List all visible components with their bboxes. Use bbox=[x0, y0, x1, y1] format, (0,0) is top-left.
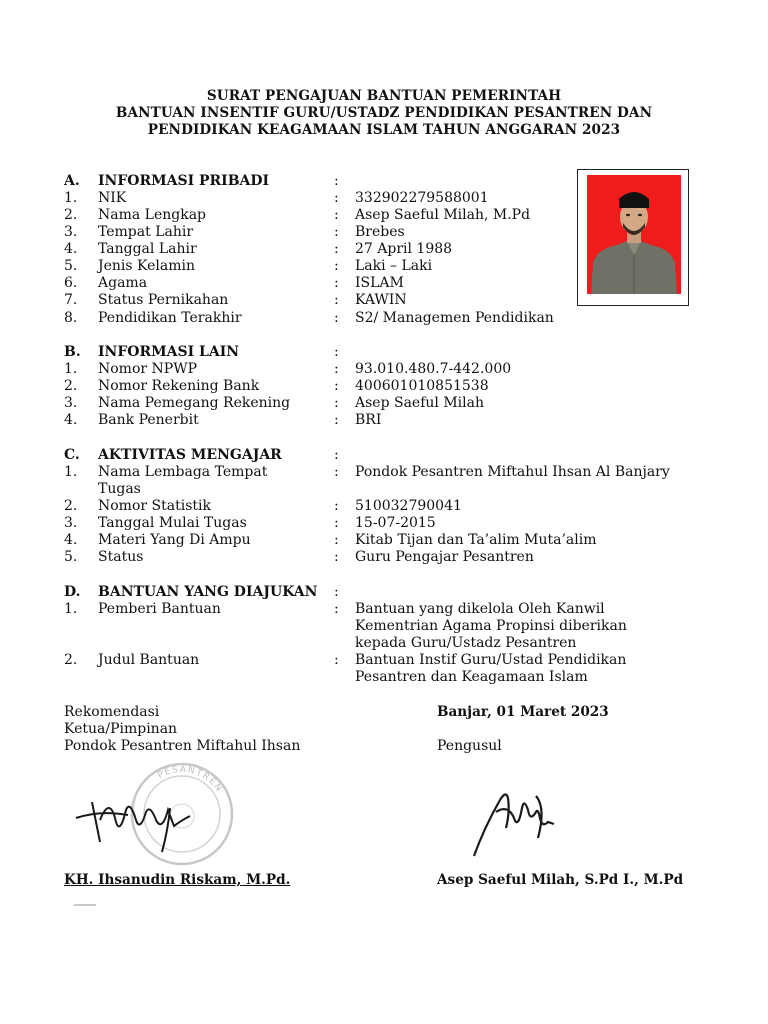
colon: : bbox=[334, 378, 339, 394]
field-value: Laki – Laki bbox=[355, 258, 433, 274]
field-label: Nomor Rekening Bank bbox=[98, 378, 260, 394]
field-row-nama-lembaga-cont bbox=[0, 481, 768, 498]
profile-photo-frame bbox=[577, 169, 689, 306]
field-value: Asep Saeful Milah bbox=[355, 395, 484, 411]
field-label-continued: Tugas bbox=[98, 481, 141, 497]
row-number: 4. bbox=[64, 412, 78, 428]
field-label: Materi Yang Di Ampu bbox=[98, 532, 251, 548]
section-title: AKTIVITAS MENGAJAR bbox=[98, 447, 282, 463]
field-row-pendidikan-terakhir bbox=[0, 310, 768, 327]
section-letter: C. bbox=[64, 447, 80, 463]
field-row-pemberi-bantuan-cont1 bbox=[0, 618, 768, 635]
field-value: S2/ Managemen Pendidikan bbox=[355, 310, 554, 326]
field-value: Bantuan yang dikelola Oleh Kanwil bbox=[355, 601, 605, 617]
field-value: Pondok Pesantren Miftahul Ihsan Al Banjary bbox=[355, 464, 670, 480]
colon: : bbox=[334, 652, 339, 668]
field-label: Judul Bantuan bbox=[98, 652, 200, 668]
section-letter: A. bbox=[64, 173, 80, 189]
colon: : bbox=[334, 601, 339, 617]
institution-name: Pondok Pesantren Miftahul Ihsan bbox=[64, 738, 301, 754]
colon: : bbox=[334, 498, 339, 514]
field-row-pemegang-rekening bbox=[0, 395, 768, 412]
person-silhouette-icon bbox=[587, 175, 681, 294]
colon: : bbox=[334, 173, 339, 189]
document-title-line-3: PENDIDIKAN KEAGAMAAN ISLAM TAHUN ANGGARAN 2023 bbox=[147, 122, 621, 138]
field-row-judul-bantuan-cont bbox=[0, 669, 768, 686]
signature-right-icon bbox=[466, 778, 566, 864]
place-date: Banjar, 01 Maret 2023 bbox=[437, 704, 609, 720]
field-value: Bantuan Instif Guru/Ustad Pendidikan bbox=[355, 652, 627, 668]
section-title: INFORMASI LAIN bbox=[98, 344, 240, 360]
document-title-line-1: SURAT PENGAJUAN BANTUAN PEMERINTAH bbox=[206, 88, 562, 104]
signatory-left-name: KH. Ihsanudin Riskam, M.Pd. bbox=[64, 872, 291, 888]
field-row-judul-bantuan bbox=[0, 652, 768, 669]
colon: : bbox=[334, 584, 339, 600]
field-row-nama-lembaga bbox=[0, 464, 768, 481]
row-number: 2. bbox=[64, 652, 78, 668]
row-number: 2. bbox=[64, 378, 78, 394]
row-number: 6. bbox=[64, 275, 78, 291]
row-number: 4. bbox=[64, 241, 78, 257]
field-label: Agama bbox=[98, 275, 148, 291]
field-label: Nama Pemegang Rekening bbox=[98, 395, 291, 411]
field-label: NIK bbox=[98, 190, 127, 206]
row-number: 3. bbox=[64, 395, 78, 411]
stamp-text: PESANTREN bbox=[156, 764, 225, 795]
field-label: Tanggal Lahir bbox=[98, 241, 197, 257]
field-value-continued: Kementrian Agama Propinsi diberikan bbox=[355, 618, 627, 634]
section-title: INFORMASI PRIBADI bbox=[98, 173, 270, 189]
field-row-status bbox=[0, 549, 768, 566]
field-label: Pendidikan Terakhir bbox=[98, 310, 242, 326]
field-label: Status Pernikahan bbox=[98, 292, 229, 308]
field-value: Brebes bbox=[355, 224, 405, 240]
field-label: Nomor NPWP bbox=[98, 361, 198, 377]
field-label: Tanggal Mulai Tugas bbox=[98, 515, 247, 531]
row-number: 7. bbox=[64, 292, 78, 308]
row-number: 4. bbox=[64, 532, 78, 548]
field-row-tanggal-mulai bbox=[0, 515, 768, 532]
field-row-nomor-npwp bbox=[0, 361, 768, 378]
colon: : bbox=[334, 241, 339, 257]
row-number: 1. bbox=[64, 464, 78, 480]
colon: : bbox=[334, 258, 339, 274]
field-row-pemberi-bantuan bbox=[0, 601, 768, 618]
row-number: 3. bbox=[64, 515, 78, 531]
field-value: Asep Saeful Milah, M.Pd bbox=[355, 207, 531, 223]
colon: : bbox=[334, 447, 339, 463]
field-row-nomor-rekening bbox=[0, 378, 768, 395]
field-value: Guru Pengajar Pesantren bbox=[355, 549, 534, 565]
field-value: 510032790041 bbox=[355, 498, 462, 514]
section-d-heading bbox=[0, 584, 768, 601]
applicant-role: Pengusul bbox=[437, 738, 502, 754]
field-value: BRI bbox=[355, 412, 382, 428]
field-value: 93.010.480.7-442.000 bbox=[355, 361, 512, 377]
colon: : bbox=[334, 464, 339, 480]
field-value-continued: kepada Guru/Ustadz Pesantren bbox=[355, 635, 577, 651]
colon: : bbox=[334, 549, 339, 565]
field-value: 332902279588001 bbox=[355, 190, 489, 206]
field-row-pemberi-bantuan-cont2 bbox=[0, 635, 768, 652]
section-title: BANTUAN YANG DIAJUKAN bbox=[98, 584, 318, 600]
field-value: ISLAM bbox=[355, 275, 404, 291]
row-number: 1. bbox=[64, 190, 78, 206]
institution-stamp-and-signature bbox=[70, 760, 240, 870]
row-number: 2. bbox=[64, 207, 78, 223]
section-b-heading bbox=[0, 344, 768, 361]
colon: : bbox=[334, 395, 339, 411]
row-number: 3. bbox=[64, 224, 78, 240]
field-label: Nomor Statistik bbox=[98, 498, 211, 514]
field-label: Nama Lengkap bbox=[98, 207, 207, 223]
row-number: 2. bbox=[64, 498, 78, 514]
colon: : bbox=[334, 207, 339, 223]
field-value: Kitab Tijan dan Ta’alim Muta’alim bbox=[355, 532, 597, 548]
field-label: Status bbox=[98, 549, 144, 565]
field-value: KAWIN bbox=[355, 292, 407, 308]
recommendation-label: Rekomendasi bbox=[64, 704, 160, 720]
section-letter: D. bbox=[64, 584, 81, 600]
colon: : bbox=[334, 310, 339, 326]
leader-title: Ketua/Pimpinan bbox=[64, 721, 178, 737]
colon: : bbox=[334, 412, 339, 428]
colon: : bbox=[334, 532, 339, 548]
colon: : bbox=[334, 190, 339, 206]
field-row-bank-penerbit bbox=[0, 412, 768, 429]
signatory-right-name: Asep Saeful Milah, S.Pd I., M.Pd bbox=[437, 872, 684, 888]
document-title-line-2: BANTUAN INSENTIF GURU/USTADZ PENDIDIKAN PESANTREN DAN bbox=[115, 105, 653, 121]
row-number: 8. bbox=[64, 310, 78, 326]
profile-photo bbox=[587, 175, 681, 294]
field-label: Nama Lembaga Tempat bbox=[98, 464, 268, 480]
field-row-nomor-statistik bbox=[0, 498, 768, 515]
section-c-heading bbox=[0, 447, 768, 464]
colon: : bbox=[334, 275, 339, 291]
section-letter: B. bbox=[64, 344, 81, 360]
row-number: 5. bbox=[64, 258, 78, 274]
field-value-continued: Pesantren dan Keagamaan Islam bbox=[355, 669, 588, 685]
colon: : bbox=[334, 361, 339, 377]
row-number: 1. bbox=[64, 361, 78, 377]
institution-stamp-icon bbox=[132, 764, 232, 864]
row-number: 1. bbox=[64, 601, 78, 617]
row-number: 5. bbox=[64, 549, 78, 565]
scan-artifact bbox=[74, 904, 96, 906]
field-label: Bank Penerbit bbox=[98, 412, 199, 428]
field-label: Tempat Lahir bbox=[98, 224, 194, 240]
colon: : bbox=[334, 515, 339, 531]
colon: : bbox=[334, 292, 339, 308]
field-label: Pemberi Bantuan bbox=[98, 601, 221, 617]
field-value: 400601010851538 bbox=[355, 378, 489, 394]
field-row-materi bbox=[0, 532, 768, 549]
colon: : bbox=[334, 344, 339, 360]
colon: : bbox=[334, 224, 339, 240]
field-label: Jenis Kelamin bbox=[98, 258, 195, 274]
field-value: 27 April 1988 bbox=[355, 241, 453, 257]
field-value: 15-07-2015 bbox=[355, 515, 436, 531]
